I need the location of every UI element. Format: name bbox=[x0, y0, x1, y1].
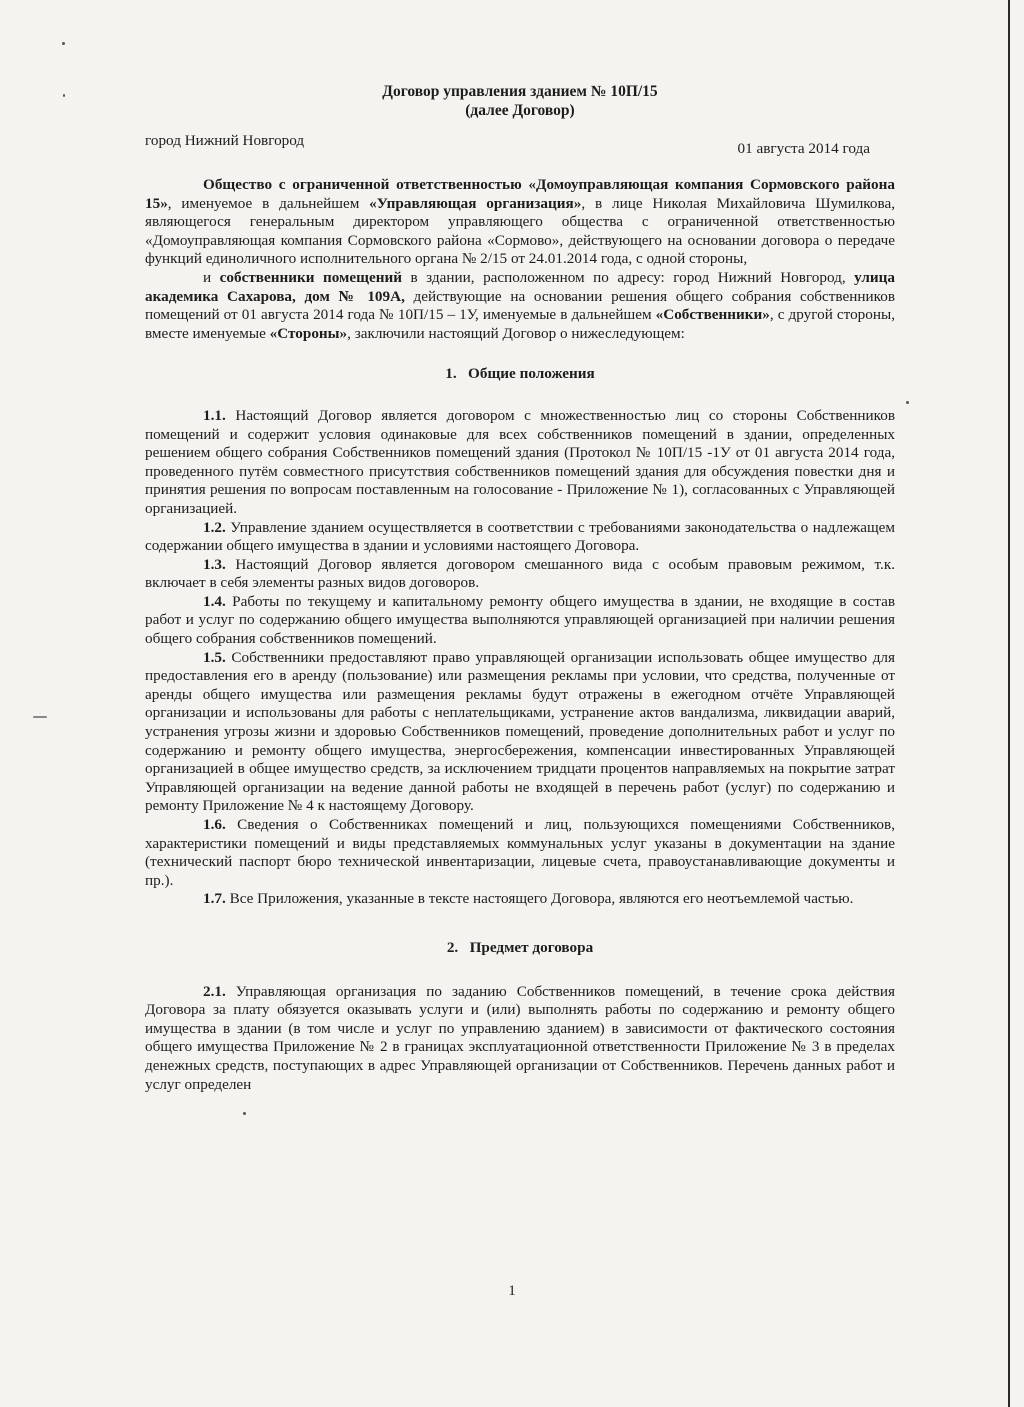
scan-speck bbox=[63, 94, 65, 97]
scan-speck bbox=[62, 42, 65, 45]
clause-1-6: 1.6. Сведения о Собственниках помещений и лиц, пользующихся помещениями Собственников, характеристики помещений и виды представляемых коммунальных услуг указаны в документации на здание (технический паспорт бюро технической инвентаризации, лицевые счета, правоустанавливающие документы и пр.). bbox=[145, 816, 895, 889]
clause-1-1: 1.1. Настоящий Договор является договором с множественностью лиц со стороны Собственников помещений и содержит условия одинаковые для всех собственников помещений в здании, определенных решением общего собрания Собственников помещений здания (Протокол № 10П/15 -1У от 01 августа 2014 года, проведенного путём совместного присутствия собственников помещений здания для обсуждения повестки дня и принятия решения по вопросам поставленным на голосование - Приложение № 1), согласованных с Управляющей организацией. bbox=[145, 406, 895, 517]
clause-1-2: 1.2. Управление зданием осуществляется в соответствии с требованиями законодательства о надлежащем содержании общего имущества в здании и условиями настоящего Договора. bbox=[145, 518, 895, 555]
section-2-heading: 2. Предмет договора bbox=[446, 938, 594, 956]
preamble-paragraph-1: Общество с ограниченной ответственностью «Домоуправляющая компания Сормовского района 15», именуемое в дальнейшем «Управляющая организация», в лице Николая Михайловича Шумилкова, являющегося генеральным директором управляющего общества с ограниченной ответственностью «Домоуправляющая компания Сормовского района «Сормово», действующего на основании договора о передаче функций единоличного исполнительного органа № 2/15 от 24.01.2014 года, с одной стороны, bbox=[145, 176, 895, 268]
building-address: улица академика Сахарова, дом № 109А, bbox=[145, 268, 896, 305]
page-number: 1 bbox=[508, 1283, 516, 1299]
scan-speck bbox=[906, 401, 909, 404]
clause-2-1: 2.1. Управляющая организация по заданию Собственников помещений, в течение срока действия Договора за плату обязуется оказывать услуги и (или) выполнять работы по содержанию и ремонту общего имущества в здании (в том числе и услуг по управлению зданием) в зависимости от фактического состояния общего имущества Приложение № 2 в границах эксплуатационной ответственности Приложение № 3 в пределах денежных средств, поступающих в адрес Управляющей организации от Собственников. Перечень данных работ и услуг определен bbox=[145, 982, 895, 1093]
scan-speck bbox=[33, 716, 47, 718]
party-term-sides: «Стороны» bbox=[269, 324, 348, 342]
clause-1-7: 1.7. Все Приложения, указанные в тексте настоящего Договора, являются его неотъемлемой частью. bbox=[203, 890, 854, 908]
city-date-line bbox=[145, 132, 895, 176]
contract-date: 01 августа 2014 года bbox=[737, 140, 870, 157]
document-page bbox=[145, 82, 895, 1094]
clause-1-3: 1.3. Настоящий Договор является договором смешанного вида с особым правовым режимом, т.к. включает в себя элементы разных видов договоров. bbox=[145, 555, 895, 592]
clause-1-4: 1.4. Работы по текущему и капитальному ремонту общего имущества в здании, не входящие в состав работ и услуг по содержанию общего имущества выполняются управляющей организацией при наличии решения общего собрания собственников помещений. bbox=[145, 592, 895, 648]
preamble-paragraph-2: и собственники помещений в здании, расположенном по адресу: город Нижний Новгород, улица академика Сахарова, дом № 109А, действующие на основании решения общего собрания собственников помещений от 01 августа 2014 года № 10П/15 – 1У, именуемые в дальнейшем «Собственники», с другой стороны, вместе именуемые «Стороны», заключили настоящий Договор о нижеследующем: bbox=[145, 268, 896, 342]
city: город Нижний Новгород bbox=[145, 132, 305, 149]
title-line-1: Договор управления зданием № 10П/15 bbox=[382, 83, 658, 100]
title-line-2: (далее Договор) bbox=[465, 102, 575, 119]
company-name: Общество с ограниченной ответственностью «Домоуправляющая компания Сормовского района 15» bbox=[145, 176, 895, 212]
party-term-owners: «Собственники» bbox=[655, 306, 770, 324]
page-edge bbox=[1008, 0, 1010, 1407]
clause-1-5: 1.5. Собственники предоставляют право управляющей организации использовать общее имущество для предоставления его в аренду (пользование) или размещения рекламы при условии, что средства, полученные от аренды общего имущества или размещения рекламы будут отражены в ежегодном отчёте Управляющей организации и использованы для работы с неплательщиками, устранение актов вандализма, ликвидации аварий, устранения угрозы жизни и здоровью Собственников помещений, проведение дополнительных работ и услуг по содержанию и ремонту общего имущества, энергосбережения, компенсации инвестированных Управляющей организацией в общее имущество средств, за исключением тридцати процентов направляемых на покрытие затрат Управляющей организации на ведение данной работы не входящей в перечень работ (услуг) по содержанию и ремонту Приложение № 4 к настоящему Договору. bbox=[145, 648, 895, 815]
section-1-heading: 1. Общие положения bbox=[445, 365, 595, 383]
document-title bbox=[145, 82, 895, 120]
scan-speck bbox=[243, 1112, 246, 1115]
party-term-manager: «Управляющая организация» bbox=[369, 194, 582, 212]
